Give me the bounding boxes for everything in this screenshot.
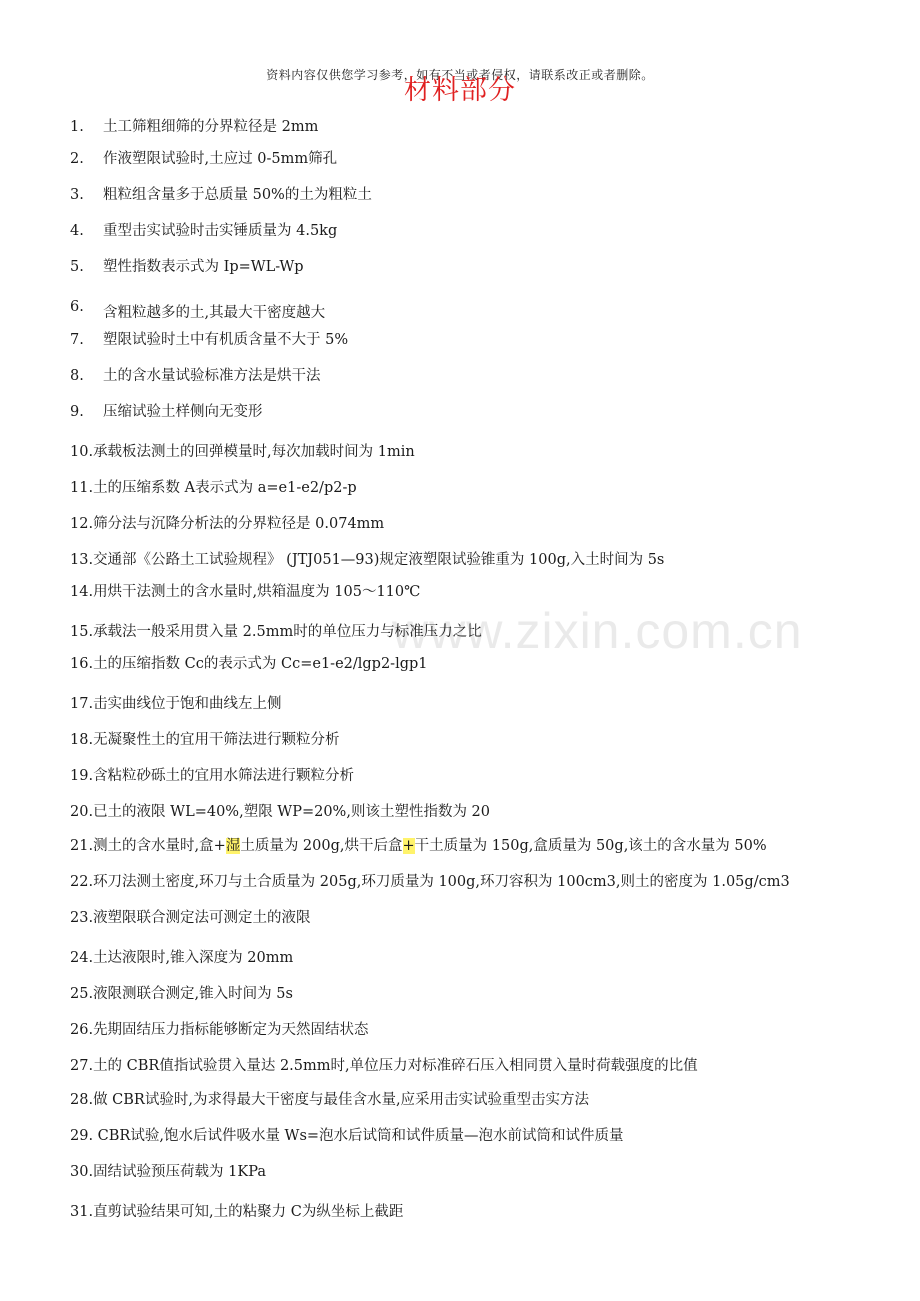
item-number: 25. (70, 986, 94, 1002)
item-number: 4. (70, 223, 84, 239)
item-number: 27. (70, 1058, 94, 1074)
list-item (70, 836, 767, 856)
list-item (70, 694, 282, 714)
item-number: 1. (70, 119, 84, 135)
list-item (70, 802, 490, 822)
list-item (70, 1162, 266, 1182)
item-number: 13. (70, 552, 94, 568)
item-text: 已土的液限 WL=40%,塑限 WP=20%,则该土塑性指数为 20 (93, 804, 491, 820)
item-number: 12. (70, 516, 94, 532)
item-text: 筛分法与沉降分析法的分界粒径是 0.074mm (93, 516, 385, 532)
item-text: 土质量为 200g,烘干后盒 (240, 838, 403, 854)
list-item (70, 1202, 403, 1222)
item-number: 6. (70, 299, 84, 315)
item-number: 11. (70, 480, 94, 496)
list-item (70, 221, 337, 241)
item-text: 土的 CBR值指试验贯入量达 2.5mm时,单位压力对标准碎石压入相同贯入量时荷载强度的比值 (93, 1058, 698, 1074)
section-title: 材料部分 (404, 75, 516, 106)
item-text: 土达液限时,锥入深度为 20mm (93, 950, 294, 966)
item-text: 击实曲线位于饱和曲线左上侧 (93, 696, 282, 712)
item-text: 土的含水量试验标准方法是烘干法 (103, 368, 321, 384)
list-item (70, 185, 372, 205)
item-number: 23. (70, 910, 94, 926)
item-text: 重型击实试验时击实锤质量为 4.5kg (103, 223, 338, 239)
list-item (70, 872, 790, 892)
item-text: 塑性指数表示式为 Ip=WL-Wp (103, 259, 304, 275)
list-item (70, 622, 482, 642)
item-number: 28. (70, 1092, 94, 1108)
item-number: 22. (70, 874, 94, 890)
list-item (70, 330, 348, 350)
list-item (70, 948, 293, 968)
item-number: 17. (70, 696, 94, 712)
item-text: 作液塑限试验时,土应过 0-5mm筛孔 (103, 151, 338, 167)
list-item (70, 1056, 698, 1076)
item-number: 24. (70, 950, 94, 966)
item-text: 压缩试验土样侧向无变形 (103, 404, 263, 420)
item-number: 2. (70, 151, 84, 167)
list-item (70, 1126, 624, 1146)
item-text: 用烘干法测土的含水量时,烘箱温度为 105～110℃ (93, 584, 421, 600)
item-number: 15. (70, 624, 94, 640)
list-item (70, 908, 311, 928)
item-number: 18. (70, 732, 94, 748)
list-item (70, 582, 420, 602)
item-number: 31. (70, 1204, 94, 1220)
list-item (70, 257, 304, 277)
list-item (70, 514, 384, 534)
item-text: 先期固结压力指标能够断定为天然固结状态 (93, 1022, 369, 1038)
item-text: 含粗粒越多的土,其最大干密度越大 (103, 305, 326, 321)
item-text: 土的压缩指数 Cc的表示式为 Cc=e1-e2/lgp2-lgp1 (93, 656, 428, 672)
item-number: 8. (70, 368, 84, 384)
list-item (70, 478, 357, 498)
item-text: 土的压缩系数 A表示式为 a=e1-e2/p2-p (93, 480, 357, 496)
item-text: 交通部《公路土工试验规程》 (JTJ051—93)规定液塑限试验锥重为 100g,入土时间为 5s (93, 552, 665, 568)
item-text: 直剪试验结果可知,土的粘聚力 C为纵坐标上截距 (93, 1204, 404, 1220)
item-number: 3. (70, 187, 84, 203)
item-number: 9. (70, 404, 84, 420)
list-item (70, 730, 340, 750)
item-text: 测土的含水量时,盒+ (93, 838, 226, 854)
item-text: 含粘粒砂砾土的宜用水筛法进行颗粒分析 (93, 768, 355, 784)
item-text: 承载板法测土的回弹模量时,每次加载时间为 1min (93, 444, 415, 460)
item-text: 无凝聚性土的宜用干筛法进行颗粒分析 (93, 732, 340, 748)
item-number: 14. (70, 584, 94, 600)
list-item (70, 117, 318, 137)
list-item (70, 654, 428, 674)
list-item (70, 149, 337, 169)
item-number: 21. (70, 838, 94, 854)
item-text: 承载法一般采用贯入量 2.5mm时的单位压力与标准压力之比 (93, 624, 482, 640)
item-number: 5. (70, 259, 84, 275)
item-text: 做 CBR试验时,为求得最大干密度与最佳含水量,应采用击实试验重型击实方法 (93, 1092, 590, 1108)
item-number: 29. (70, 1128, 94, 1144)
watermark: www.zixin.com.cn (392, 603, 803, 659)
item-number: 30. (70, 1164, 94, 1180)
item-text: 液塑限联合测定法可测定土的液限 (93, 910, 311, 926)
list-item (70, 766, 354, 786)
item-text: 土工筛粗细筛的分界粒径是 2mm (103, 119, 319, 135)
item-text: CBR试验,饱水后试件吸水量 Ws=泡水后试筒和试件质量—泡水前试筒和试件质量 (93, 1128, 624, 1144)
highlighted-text: 湿 (225, 838, 241, 854)
list-item (70, 442, 415, 462)
item-text: 环刀法测土密度,环刀与土合质量为 205g,环刀质量为 100g,环刀容积为 100cm3,则土的密度为 1.05g/cm3 (93, 874, 790, 890)
item-number: 20. (70, 804, 94, 820)
item-text: 塑限试验时土中有机质含量不大于 5% (103, 332, 349, 348)
highlighted-text: + (402, 838, 415, 854)
item-number: 19. (70, 768, 94, 784)
list-item (70, 366, 321, 386)
list-item (70, 550, 664, 570)
list-item (70, 402, 263, 422)
item-text: 粗粒组含量多于总质量 50%的土为粗粒土 (103, 187, 372, 203)
item-text: 液限测联合测定,锥入时间为 5s (93, 986, 293, 1002)
item-number: 7. (70, 332, 84, 348)
list-item (70, 984, 293, 1004)
list-item (70, 1090, 589, 1110)
item-text: 固结试验预压荷载为 1KPa (93, 1164, 266, 1180)
list-item (70, 1020, 369, 1040)
list-item (70, 297, 325, 323)
item-number: 10. (70, 444, 94, 460)
disclaimer-text: 资料内容仅供您学习参考，如有不当或者侵权，请联系改正或者删除。 (266, 68, 654, 82)
item-number: 26. (70, 1022, 94, 1038)
item-text: 干土质量为 150g,盒质量为 50g,该土的含水量为 50% (414, 838, 767, 854)
item-number: 16. (70, 656, 94, 672)
